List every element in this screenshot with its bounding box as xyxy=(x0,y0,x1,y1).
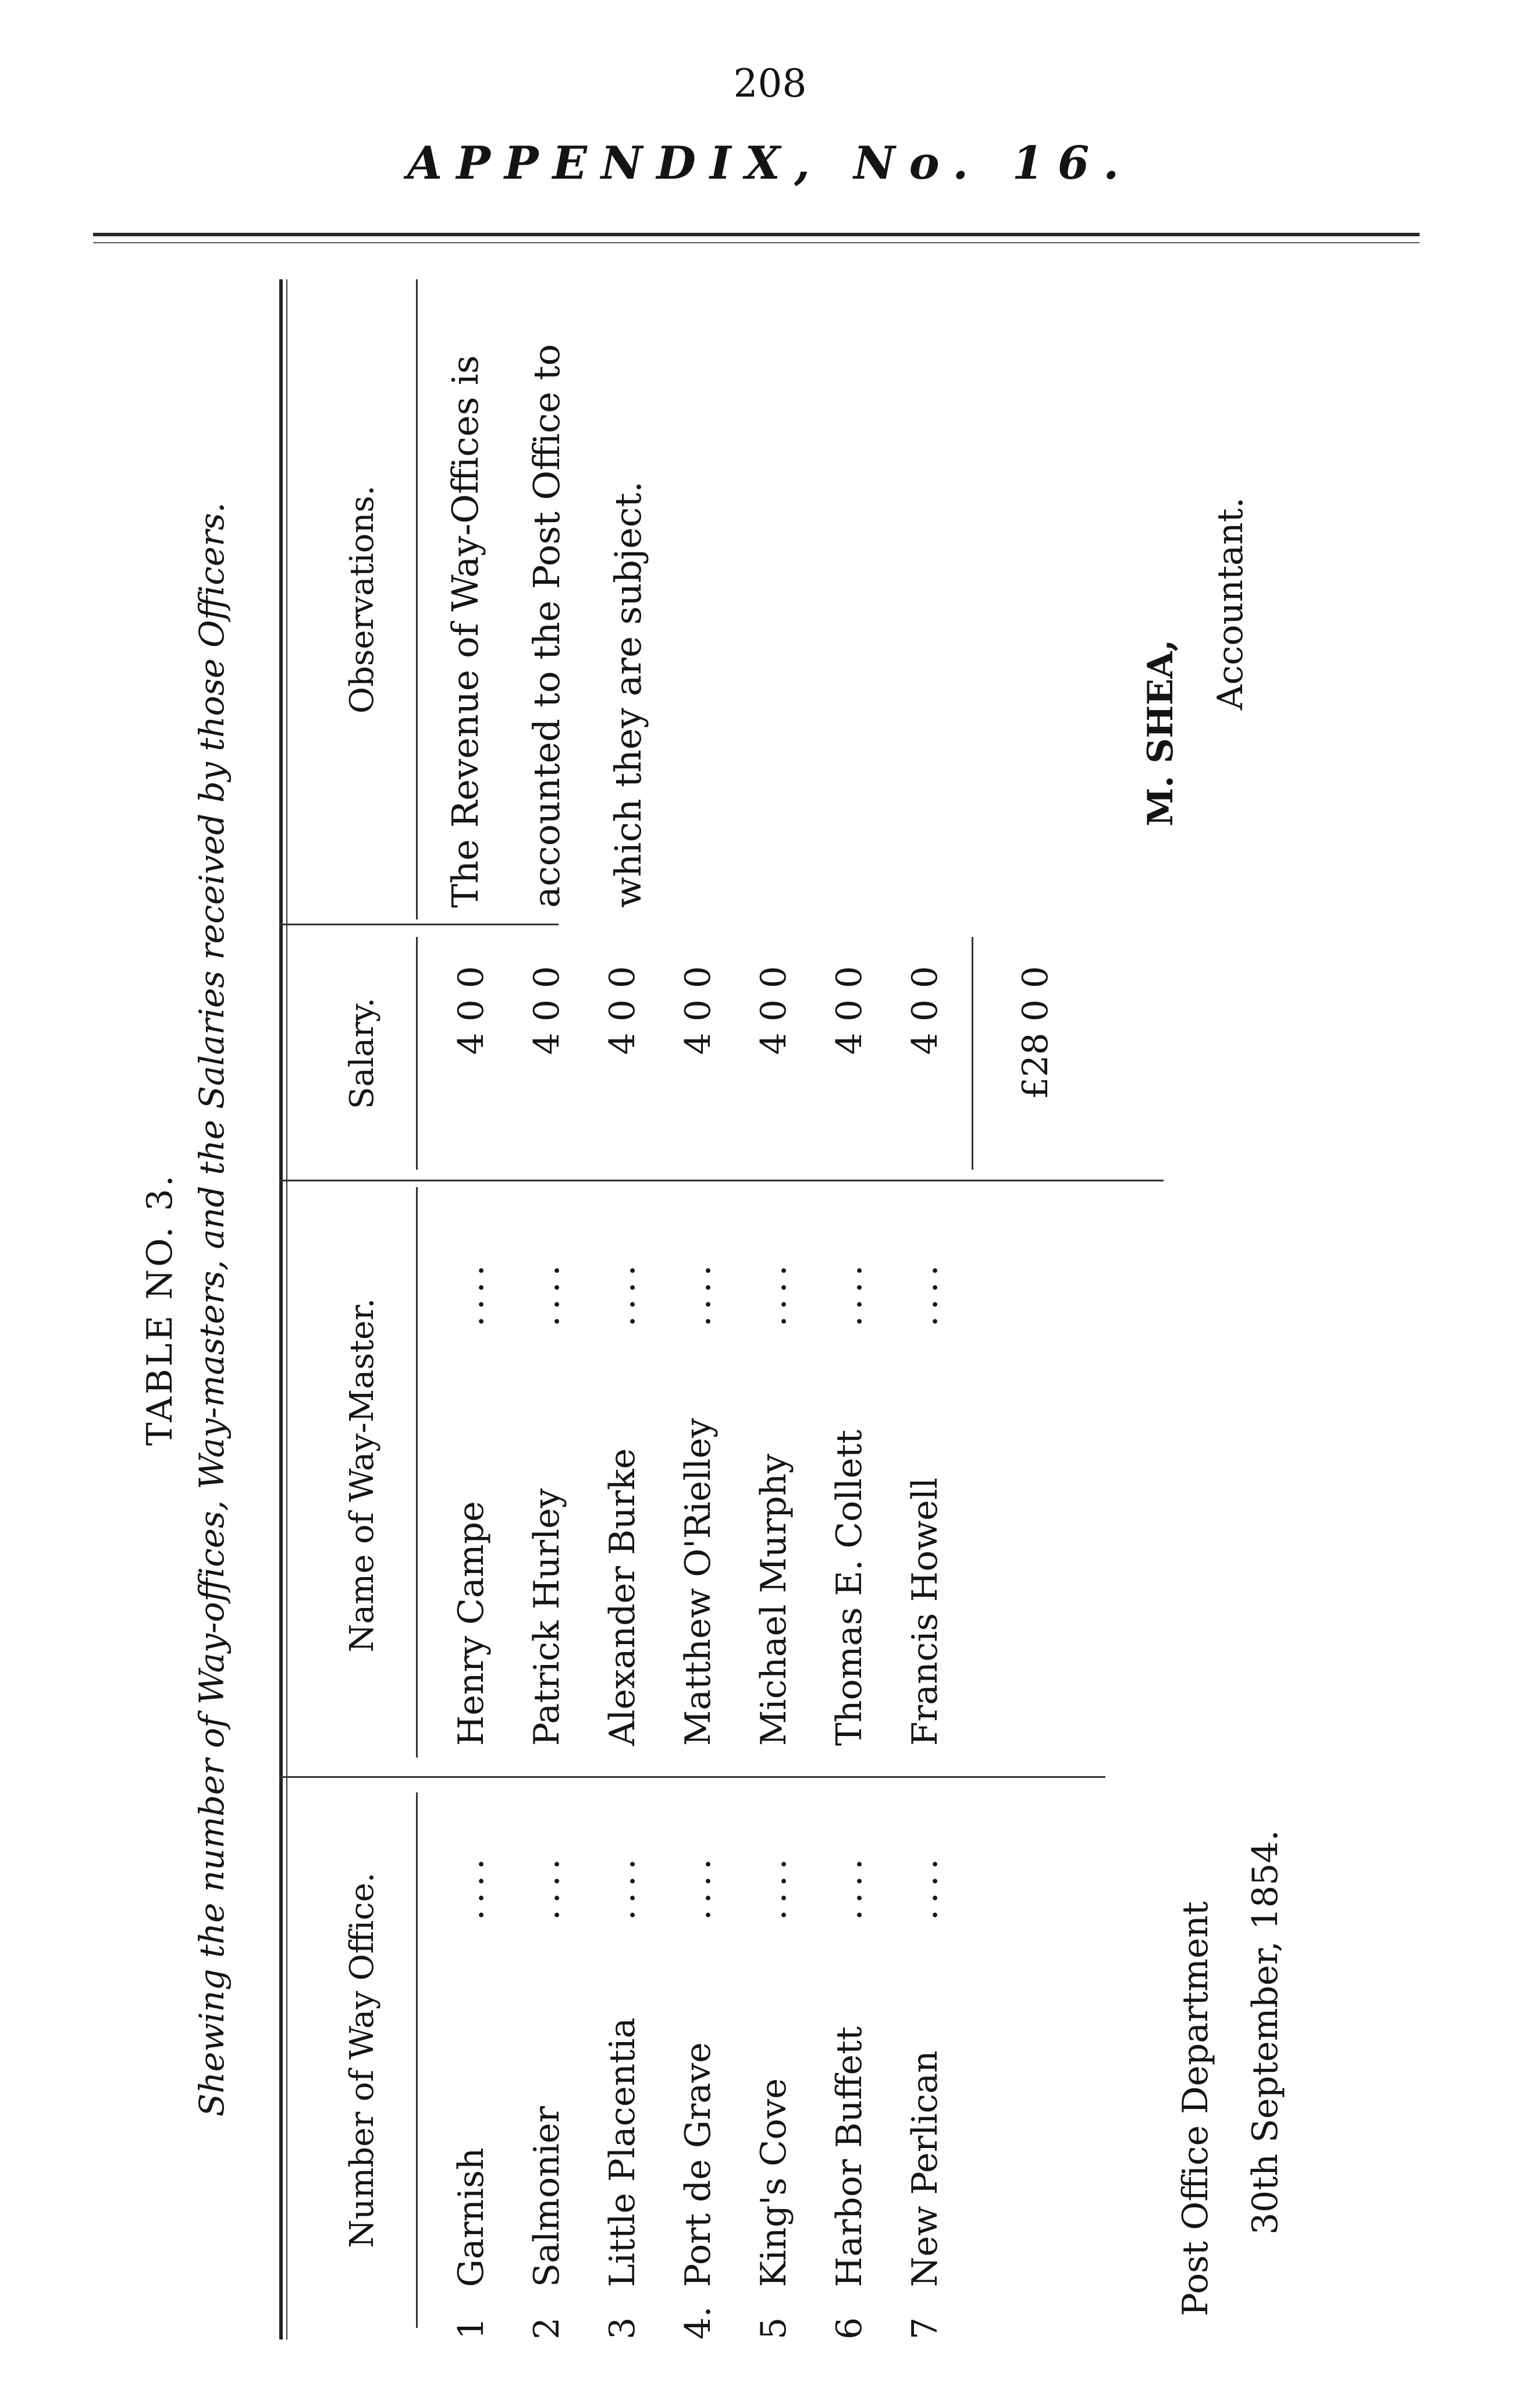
salary-value: 4 0 0 xyxy=(753,966,794,1055)
row-number: 5 xyxy=(753,2317,794,2339)
table-row xyxy=(739,931,809,2339)
table-row xyxy=(663,931,733,2339)
leader-dots: .... xyxy=(678,1259,719,1327)
table-row xyxy=(512,931,582,2339)
total-rule xyxy=(972,937,973,1170)
header-observations: Observations. xyxy=(343,485,381,714)
observation-line: The Revenue of Way-Offices is xyxy=(444,355,486,908)
leader-dots: .... xyxy=(829,1852,870,1920)
way-master-name: Francis Howell xyxy=(905,1477,945,1746)
row-number: 2 xyxy=(527,2317,567,2339)
signatory-title: Accountant. xyxy=(1210,497,1251,710)
leader-dots: .... xyxy=(602,1852,643,1920)
way-master-name: Patrick Hurley xyxy=(527,1488,567,1746)
row-number: 4. xyxy=(678,2306,719,2339)
way-office-name: Garnish xyxy=(451,2147,492,2287)
way-office-name: Port de Grave xyxy=(678,2042,719,2287)
row-number: 3 xyxy=(602,2317,643,2339)
salary-total: £28 0 0 xyxy=(1015,966,1056,1100)
table-row xyxy=(588,931,657,2339)
salary-value: 4 0 0 xyxy=(451,966,492,1055)
leader-dots: .... xyxy=(905,1852,945,1920)
leader-dots: .... xyxy=(527,1259,567,1327)
top-rule xyxy=(93,233,1420,236)
signatory-name: M. SHEA, xyxy=(1140,639,1181,826)
header-way-master: Name of Way-Master. xyxy=(343,1298,381,1653)
appendix-title: APPENDIX, No. 16. xyxy=(407,137,1133,190)
leader-dots: .... xyxy=(753,1259,794,1327)
observation-line: accounted to the Post Office to xyxy=(525,344,568,908)
table-row xyxy=(436,931,506,2339)
table-top-border xyxy=(279,279,283,2339)
salary-value: 4 0 0 xyxy=(829,966,870,1055)
header-rule-office xyxy=(416,1792,418,2328)
department-name: Post Office Department xyxy=(1175,1901,1216,2316)
header-rule-master xyxy=(416,1187,418,1758)
report-date: 30th September, 1854. xyxy=(1245,1830,1286,2235)
row-number: 6 xyxy=(829,2317,870,2339)
way-office-name: New Perlican xyxy=(905,2050,945,2287)
way-office-name: King's Cove xyxy=(753,2078,794,2287)
top-rule-thin xyxy=(93,242,1420,243)
way-master-name: Thomas E. Collett xyxy=(829,1429,870,1746)
way-office-name: Little Placentia xyxy=(602,2017,643,2287)
table-row xyxy=(815,931,884,2339)
column-divider-3 xyxy=(279,924,559,925)
way-master-name: Matthew O'Rielley xyxy=(678,1418,719,1746)
rotated-table-block xyxy=(105,268,1361,2351)
table-subtitle: Shewing the number of Way-offices, Way-masters, and the Salaries received by those Officers. xyxy=(192,502,232,2117)
leader-dots: .... xyxy=(829,1259,870,1327)
salary-value: 4 0 0 xyxy=(678,966,719,1055)
way-office-name: Harbor Buffett xyxy=(829,2026,870,2287)
leader-dots: .... xyxy=(527,1852,567,1920)
salary-value: 4 0 0 xyxy=(905,966,945,1055)
row-number: 7 xyxy=(905,2317,945,2339)
row-number: 1 xyxy=(451,2317,492,2339)
leader-dots: .... xyxy=(905,1259,945,1327)
way-master-name: Henry Campe xyxy=(451,1501,492,1746)
salary-value: 4 0 0 xyxy=(527,966,567,1055)
leader-dots: .... xyxy=(678,1852,719,1920)
header-rule-salary xyxy=(416,937,418,1170)
leader-dots: .... xyxy=(753,1852,794,1920)
table-title: TABLE NO. 3. xyxy=(140,1173,180,1446)
way-master-name: Michael Murphy xyxy=(753,1453,794,1746)
table-top-border-thin xyxy=(286,279,287,2339)
header-salary: Salary. xyxy=(343,997,381,1109)
observation-line: which they are subject. xyxy=(607,481,649,908)
header-way-office: Number of Way Office. xyxy=(343,1872,381,2248)
leader-dots: .... xyxy=(602,1259,643,1327)
way-master-name: Alexander Burke xyxy=(602,1448,643,1746)
total-row xyxy=(1001,943,1070,1164)
way-office-name: Salmonier xyxy=(527,2106,567,2287)
header-rule-observations xyxy=(416,279,418,920)
leader-dots: .... xyxy=(451,1259,492,1327)
table-row xyxy=(890,931,960,2339)
salary-value: 4 0 0 xyxy=(602,966,643,1055)
page-number: 208 xyxy=(733,61,807,106)
leader-dots: .... xyxy=(451,1852,492,1920)
